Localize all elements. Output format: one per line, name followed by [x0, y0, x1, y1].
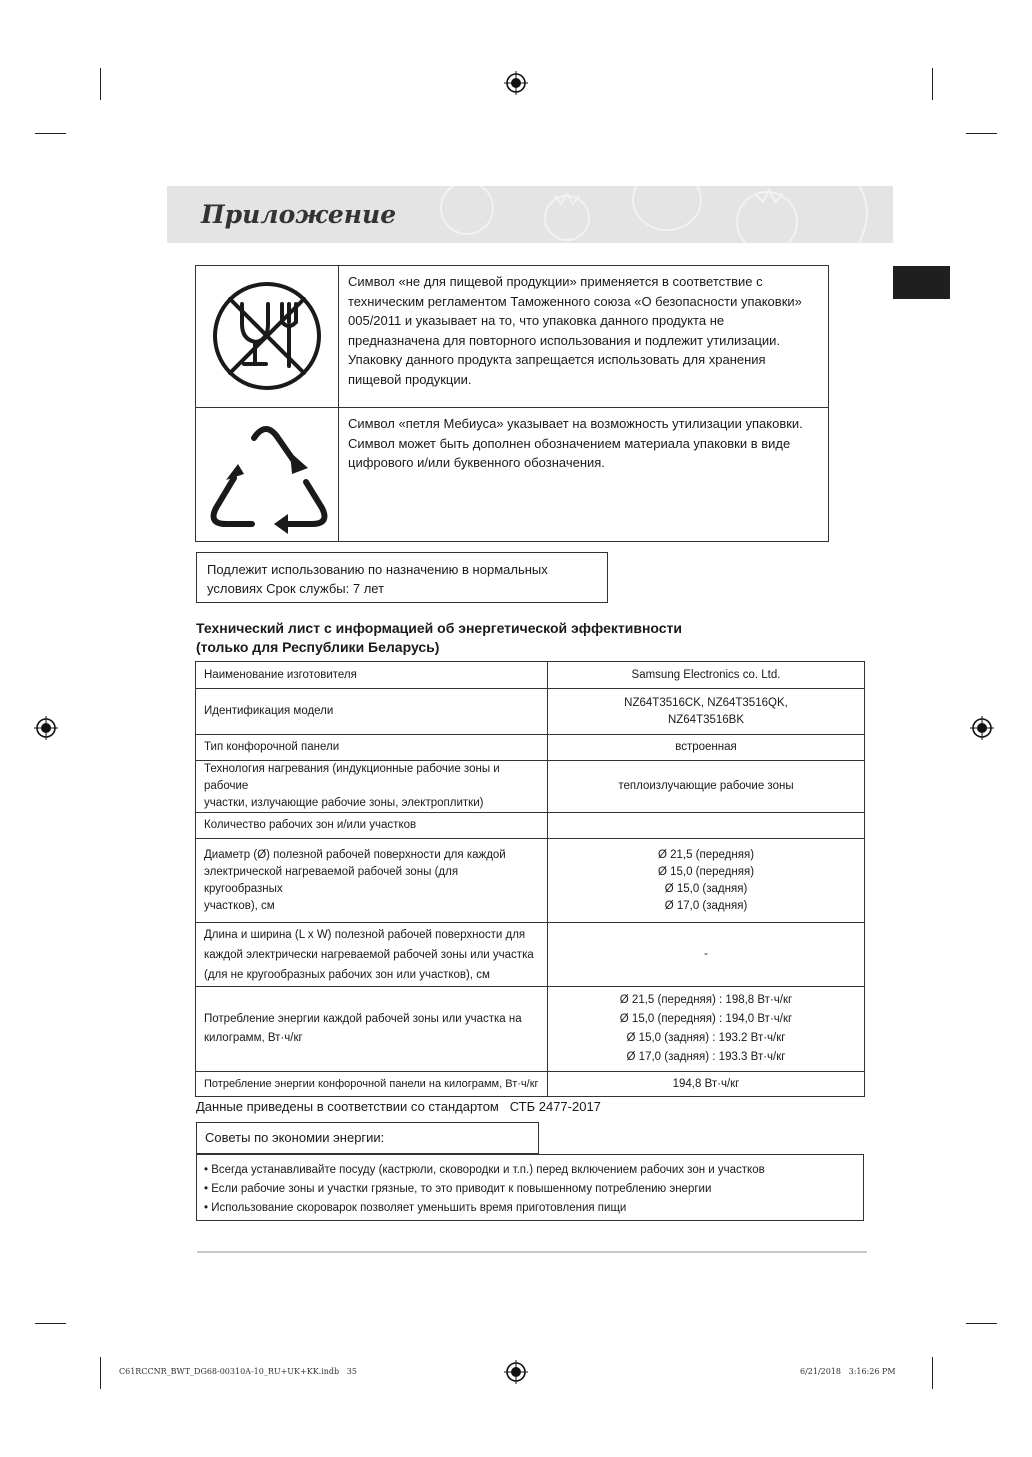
table-cell-value: -	[548, 923, 865, 987]
label-line: участки, излучающие рабочие зоны, электроплитки)	[204, 797, 484, 809]
table-row	[196, 813, 865, 839]
table-cell-value	[548, 813, 865, 839]
tips-heading: Советы по экономии энергии:	[196, 1122, 539, 1154]
symbol-description: Символ «не для пищевой продукции» применяется в соответствие с техническим регламентом Таможенного союза «О безопасности упаковки» 005/2011 и указывает на то, что упаковка данного продукта не предназначена для повторного использования и подлежит утилизации. Упаковку данного продукта запрещается использовать для хранения пищевой продукции.	[348, 274, 802, 387]
value-line: NZ64T3516BK	[667, 713, 745, 726]
value-line: Ø 15,0 (задняя)	[664, 882, 748, 895]
registration-mark-icon	[504, 1360, 528, 1384]
value-line: Ø 21,5 (передняя)	[657, 848, 755, 861]
table-cell-value: 194,8 Вт·ч/кг	[548, 1072, 865, 1097]
label-line: Потребление энергии каждой рабочей зоны или участка на	[204, 1013, 522, 1025]
value-line: Ø 21,5 (передняя) : 198,8 Вт·ч/кг	[619, 994, 793, 1006]
crop-mark	[35, 1323, 66, 1324]
symbol-row	[196, 408, 828, 541]
value-line: Ø 17,0 (задняя) : 193.3 Вт·ч/кг	[626, 1051, 786, 1063]
crop-mark	[966, 133, 997, 134]
table-cell-value: теплоизлучающие рабочие зоны	[548, 761, 865, 813]
table-row	[196, 662, 865, 689]
registration-mark-icon	[34, 716, 58, 740]
crop-mark	[100, 68, 101, 100]
table-row	[196, 735, 865, 761]
section-tab-marker	[893, 266, 950, 299]
value-line: NZ64T3516CK, NZ64T3516QK,	[624, 696, 788, 709]
symbols-table	[195, 265, 829, 542]
table-cell-label	[196, 839, 548, 923]
symbol-description: Символ «петля Мебиуса» указывает на возможность утилизации упаковки. Символ может быть дополнен обозначением материала упаковки в виде цифрового и/или буквенного обозначения.	[348, 416, 803, 470]
registration-mark-icon	[970, 716, 994, 740]
mobius-loop-recycle-icon	[196, 408, 338, 541]
section-banner	[167, 186, 893, 243]
list-item: • Если рабочие зоны и участки грязные, то это приводит к повышенному потреблению энергии	[204, 1183, 712, 1195]
crop-mark	[100, 1357, 101, 1389]
table-cell-value: Samsung Electronics co. Ltd.	[548, 662, 865, 689]
label-line: килограмм, Вт·ч/кг	[204, 1032, 303, 1044]
page-title: Приложение	[201, 200, 397, 229]
table-cell-value	[548, 689, 865, 735]
service-life-box: Подлежит использованию по назначению в нормальных условиях Срок службы: 7 лет	[196, 552, 608, 603]
crop-mark	[932, 68, 933, 100]
label-line: Технология нагревания (индукционные рабочие зоны и рабочие	[204, 763, 500, 792]
label-line: участков), см	[204, 899, 275, 912]
table-cell-label: Потребление энергии конфорочной панели на килограмм, Вт·ч/кг	[196, 1072, 548, 1097]
table-row	[196, 923, 865, 987]
table-cell-label	[196, 923, 548, 987]
label-line: Длина и ширина (L x W) полезной рабочей поверхности для	[204, 928, 526, 941]
crop-mark	[966, 1323, 997, 1324]
label-line: Диаметр (Ø) полезной рабочей поверхности для каждой	[204, 848, 506, 861]
table-cell-label	[196, 761, 548, 813]
table-row	[196, 761, 865, 813]
table-cell-label	[196, 987, 548, 1072]
table-cell-value	[548, 987, 865, 1072]
value-line: Ø 17,0 (задняя)	[664, 899, 748, 912]
table-cell-label: Тип конфорочной панели	[196, 735, 548, 761]
print-slug-date: 6/21/2018 3:16:26 PM	[800, 1367, 896, 1376]
table-cell-value	[548, 839, 865, 923]
symbol-icon-cell	[196, 266, 339, 407]
tips-list	[196, 1154, 864, 1221]
tech-sheet-heading-line: Технический лист с информацией об энергетической эффективности	[196, 620, 683, 636]
label-line: каждой электрически нагреваемой рабочей зоны или участка	[204, 948, 534, 961]
table-row	[196, 839, 865, 923]
table-row	[196, 1072, 865, 1097]
standard-reference: Данные приведены в соответствии со стандартом СТБ 2477-2017	[196, 1099, 601, 1114]
tech-sheet-heading	[196, 619, 682, 657]
table-cell-value: встроенная	[548, 735, 865, 761]
list-item: • Использование скороварок позволяет уменьшить время приготовления пищи	[204, 1202, 627, 1214]
energy-efficiency-table	[195, 661, 865, 1097]
symbol-icon-cell	[196, 408, 339, 541]
registration-mark-icon	[504, 71, 528, 95]
not-for-food-icon	[196, 266, 338, 407]
label-line: (для не кругообразных рабочих зон или участков), см	[204, 968, 490, 981]
table-row	[196, 689, 865, 735]
symbol-row	[196, 266, 828, 408]
table-row	[196, 987, 865, 1072]
decorative-food-outline-icon	[437, 186, 893, 243]
value-line: Ø 15,0 (передняя)	[657, 865, 755, 878]
value-line: Ø 15,0 (задняя) : 193.2 Вт·ч/кг	[626, 1032, 786, 1044]
list-item: • Всегда устанавливайте посуду (кастрюли, сковородки и т.п.) перед включением рабочих зон и участков	[204, 1164, 765, 1176]
footer-divider	[197, 1251, 867, 1253]
table-cell-label: Идентификация модели	[196, 689, 548, 735]
tech-sheet-heading-line: (только для Республики Беларусь)	[196, 639, 440, 655]
print-slug-file: C61RCCNR_BWT_DG68-00310A-10_RU+UK+KK.indb 35	[119, 1367, 357, 1376]
crop-mark	[35, 133, 66, 134]
table-cell-label: Количество рабочих зон и/или участков	[196, 813, 548, 839]
label-line: электрической нагреваемой рабочей зоны (для кругообразных	[204, 865, 459, 895]
crop-mark	[932, 1357, 933, 1389]
table-cell-label: Наименование изготовителя	[196, 662, 548, 689]
value-line: Ø 15,0 (передняя) : 194,0 Вт·ч/кг	[619, 1013, 793, 1025]
